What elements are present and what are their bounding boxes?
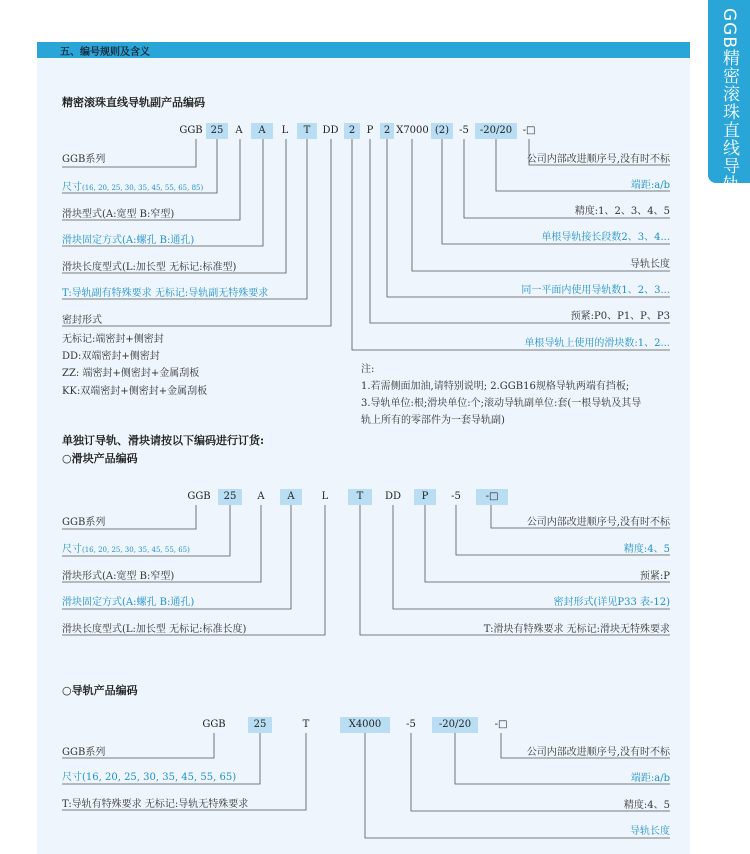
code1-rail-length: X7000 [396,125,429,136]
b3-rail-length-label: 导轨长度 [630,826,670,837]
b1-size-label: 尺寸(16, 20, 25, 30, 35, 45, 55, 65, 85) [62,182,204,193]
code3-rail-length: X4000 [340,717,390,733]
code1-blocks-per-rail: 2 [344,123,360,139]
code2-block-type: A [257,491,265,502]
b1-preload-label: 预紧:P0、P1、P、P3 [570,311,670,322]
code2-special: T [348,489,372,505]
b1-revision-label: 公司内部改进顺序号,没有时不标 [526,154,670,165]
notes-line: 轨上所有的零部件为一套导轨副) [361,415,505,426]
b2-revision-label: 公司内部改进顺序号,没有时不标 [526,517,670,528]
code1-accuracy: -5 [459,125,469,136]
code1-rails-plane: 2 [380,123,394,139]
b2-accuracy-label: 精度:4、5 [623,544,670,555]
b3-accuracy-label: 精度:4、5 [623,800,670,811]
code3-size: 25 [248,717,272,733]
b2-preload-label: 预紧:P [639,571,670,582]
b1-seal-opt: ZZ: 端密封+侧密封+金属刮板 [62,368,200,379]
side-tab-label: GGB精密滚珠直线导轨副 [719,8,739,212]
b2-block-fix-label: 滑块固定方式(A:螺孔 B:通孔) [62,597,195,608]
section-title: 五、编号规则及含义 [60,47,150,58]
b1-seal-opt: 无标记:端密封+侧密封 [62,334,164,345]
b1-blocks-per-rail-label: 单根导轨上使用的滑块数:1、2... [524,338,670,349]
notes-line: 3.导轨单位:根;滑块单位:个;滚动导轨副单位:套(一根导轨及其导 [361,398,642,409]
code2-preload: P [414,489,436,505]
block3-title: ○导轨产品编码 [62,684,138,697]
code2-block-length: L [321,491,329,502]
code3-accuracy: -5 [406,719,416,730]
block1-title: 精密滚珠直线导轨副产品编码 [62,96,205,109]
code2-block-fix: A [280,489,302,505]
block2-title: ○滑块产品编码 [62,452,138,465]
code2-series: GGB [187,491,211,502]
b1-accuracy-label: 精度:1、2、3、4、5 [574,206,670,217]
b1-block-type-label: 滑块型式(A:宽型 B:窄型) [62,209,175,220]
b3-size-label: 尺寸(16, 20, 25, 30, 35, 45, 55, 65) [62,772,237,783]
code1-size: 25 [206,123,228,139]
b3-revision-label: 公司内部改进顺序号,没有时不标 [526,747,670,758]
b3-special-label: T:导轨有特殊要求 无标记:导轨无特殊要求 [62,799,249,810]
b1-seal-label: 密封形式 [62,315,102,326]
b1-block-length-label: 滑块长度型式(L:加长型 无标记:标准型) [62,262,237,273]
b1-block-fix-label: 滑块固定方式(A:螺孔 B:通孔) [62,235,195,246]
notes-line: 1.若需侧面加油,请特别说明; 2.GGB16规格导轨两端有挡板; [361,381,630,392]
code2-size: 25 [218,489,242,505]
b3-pitch-label: 端距:a/b [630,773,670,784]
code3-special: T [302,719,310,730]
b1-special-label: T:导轨副有特殊要求 无标记:导轨副无特殊要求 [62,288,269,299]
code1-pitch: -20/20 [475,123,517,139]
code1-joint: (2) [431,123,453,139]
order-heading: 单独订导轨、滑块请按以下编码进行订货: [62,434,265,447]
b1-pitch-label: 端距:a/b [630,180,670,191]
b1-joint-label: 单根导轨接长段数2、3、4... [541,232,670,243]
code2-revision: -□ [476,489,508,505]
b2-size-label: 尺寸(16, 20, 25, 30, 35, 45, 55, 65) [62,544,190,555]
code3-revision: -□ [494,719,508,730]
notes-title: 注: [361,364,375,375]
code1-revision: -□ [522,125,536,136]
code1-preload: P [366,125,374,136]
code1-series: GGB [179,125,203,136]
code1-seal: DD [322,125,339,136]
code1-block-fix: A [251,123,273,139]
code1-block-type: A [235,125,243,136]
code2-seal: DD [384,491,402,502]
b2-seal-label: 密封形式(详见P33 表-12) [553,597,670,608]
b1-rail-length-label: 导轨长度 [630,259,670,270]
b1-rails-plane-label: 同一平面内使用导轨数1、2、3... [521,285,670,296]
b1-seal-opt: KK:双端密封+侧密封+金属刮板 [62,386,208,397]
code1-block-length: L [281,125,289,136]
code3-pitch: -20/20 [432,717,478,733]
b2-block-length-label: 滑块长度型式(L:加长型 无标记:标准长度) [62,624,247,635]
b1-series-label: GGB系列 [62,154,106,165]
b2-special-label: T:滑块有特殊要求 无标记:滑块无特殊要求 [483,624,670,635]
b2-block-type-label: 滑块形式(A:宽型 B:窄型) [62,571,175,582]
code3-series: GGB [202,719,226,730]
code2-accuracy: -5 [451,491,461,502]
b3-series-label: GGB系列 [62,747,106,758]
code1-special: T [297,123,317,139]
b2-series-label: GGB系列 [62,517,106,528]
b1-seal-opt: DD:双端密封+侧密封 [62,351,160,362]
